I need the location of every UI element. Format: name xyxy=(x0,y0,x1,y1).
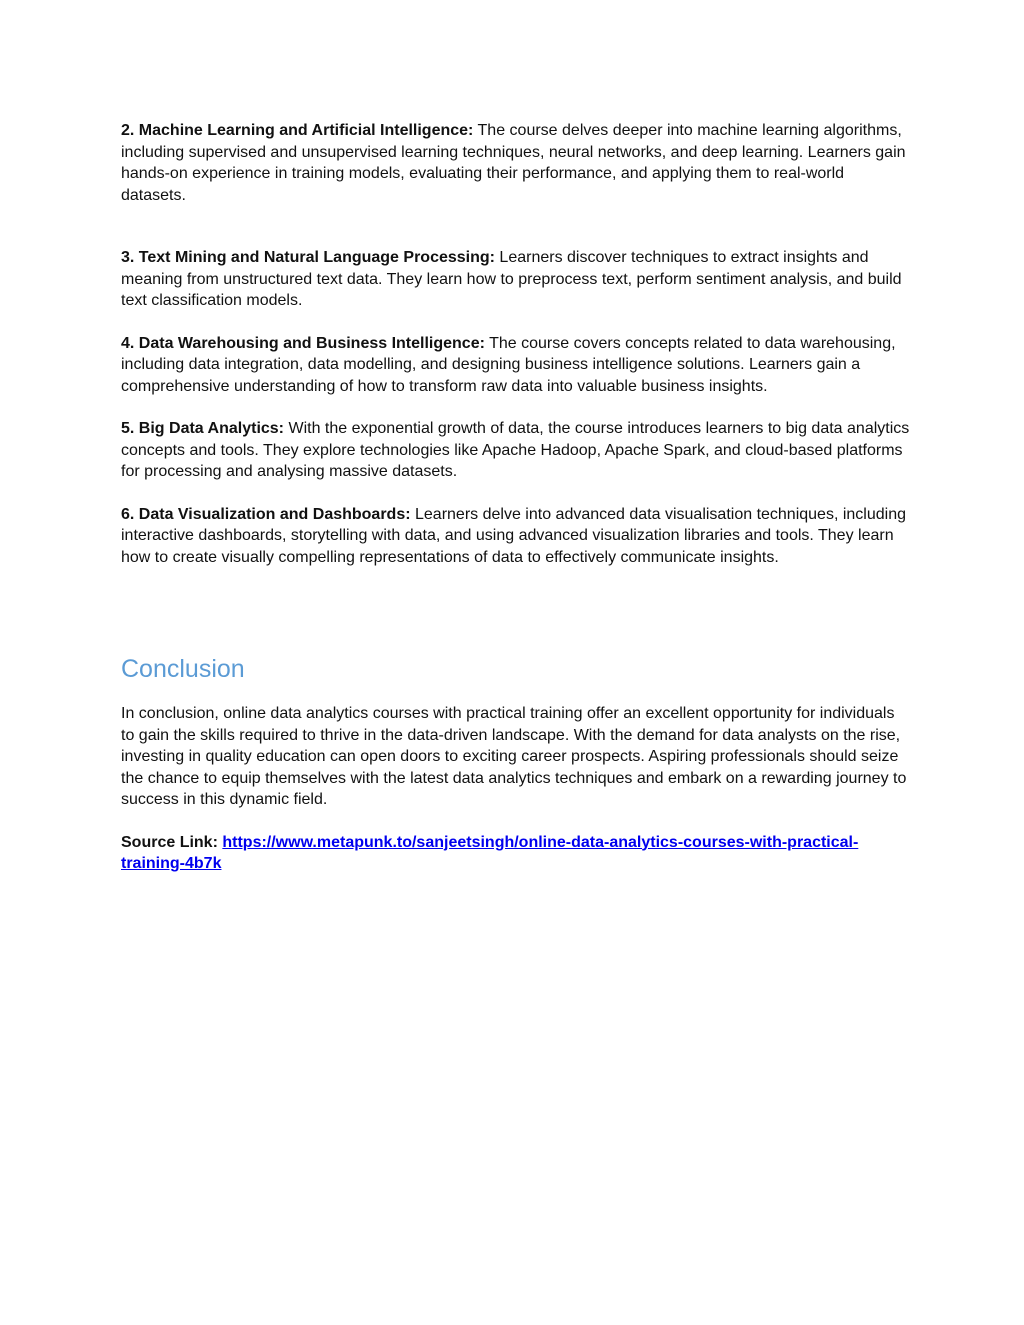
conclusion-paragraph: In conclusion, online data analytics courses with practical training offer an excellent opportunity for individuals to gain the skills required to thrive in the data-driven landscape. With the demand for data analysts on the rise, investing in quality education can open doors to exciting career prospects. Aspiring professionals should seize the chance to equip themselves with the latest data analytics techniques and embark on a rewarding journey to success in this dynamic field. xyxy=(121,705,907,808)
section-label: 5. Big Data Analytics: xyxy=(121,420,285,437)
section-label: 6. Data Visualization and Dashboards: xyxy=(121,505,411,523)
source-label: Source Link: xyxy=(121,833,218,851)
section-text: With the exponential growth of data, the course introduces learners to big data analytics concepts and tools. They explore technologies like Apache Hadoop, Apache Spark, and cloud-based platforms for processing and analysing massive datasets. xyxy=(121,420,910,480)
section-label: 3. Text Mining and Natural Language Processing: xyxy=(121,249,495,266)
document-body xyxy=(121,120,911,875)
section-data-visualization xyxy=(121,504,911,569)
conclusion-heading: Conclusion xyxy=(121,655,245,683)
section-text: Learners discover techniques to extract insights and meaning from unstructured text data. They learn how to preprocess text, perform sentiment analysis, and build text classification models. xyxy=(121,249,902,309)
section-label: 2. Machine Learning and Artificial Intelligence: xyxy=(121,122,474,139)
section-text-mining xyxy=(121,247,911,312)
source-line xyxy=(121,832,911,875)
source-link[interactable]: https://www.metapunk.to/sanjeetsingh/online-data-analytics-courses-with-practical-training-4b7k xyxy=(121,833,859,872)
section-text: The course covers concepts related to data warehousing, including data integration, data modelling, and designing business intelligence solutions. Learners gain a comprehensive understanding of how to transform raw data into valuable business insights. xyxy=(121,334,896,395)
section-machine-learning xyxy=(121,120,911,206)
section-data-warehousing xyxy=(121,333,911,398)
section-text: Learners delve into advanced data visualisation techniques, including interactive dashboards, storytelling with data, and using advanced visualization libraries and tools. They learn how to create visually compelling representations of data to effectively communicate insights. xyxy=(121,505,906,566)
section-label: 4. Data Warehousing and Business Intelligence: xyxy=(121,334,485,352)
section-text: The course delves deeper into machine learning algorithms, including supervised and unsupervised learning techniques, neural networks, and deep learning. Learners gain hands-on experience in training models, evaluating their performance, and applying them to real-world datasets. xyxy=(121,122,906,204)
section-big-data xyxy=(121,418,911,483)
